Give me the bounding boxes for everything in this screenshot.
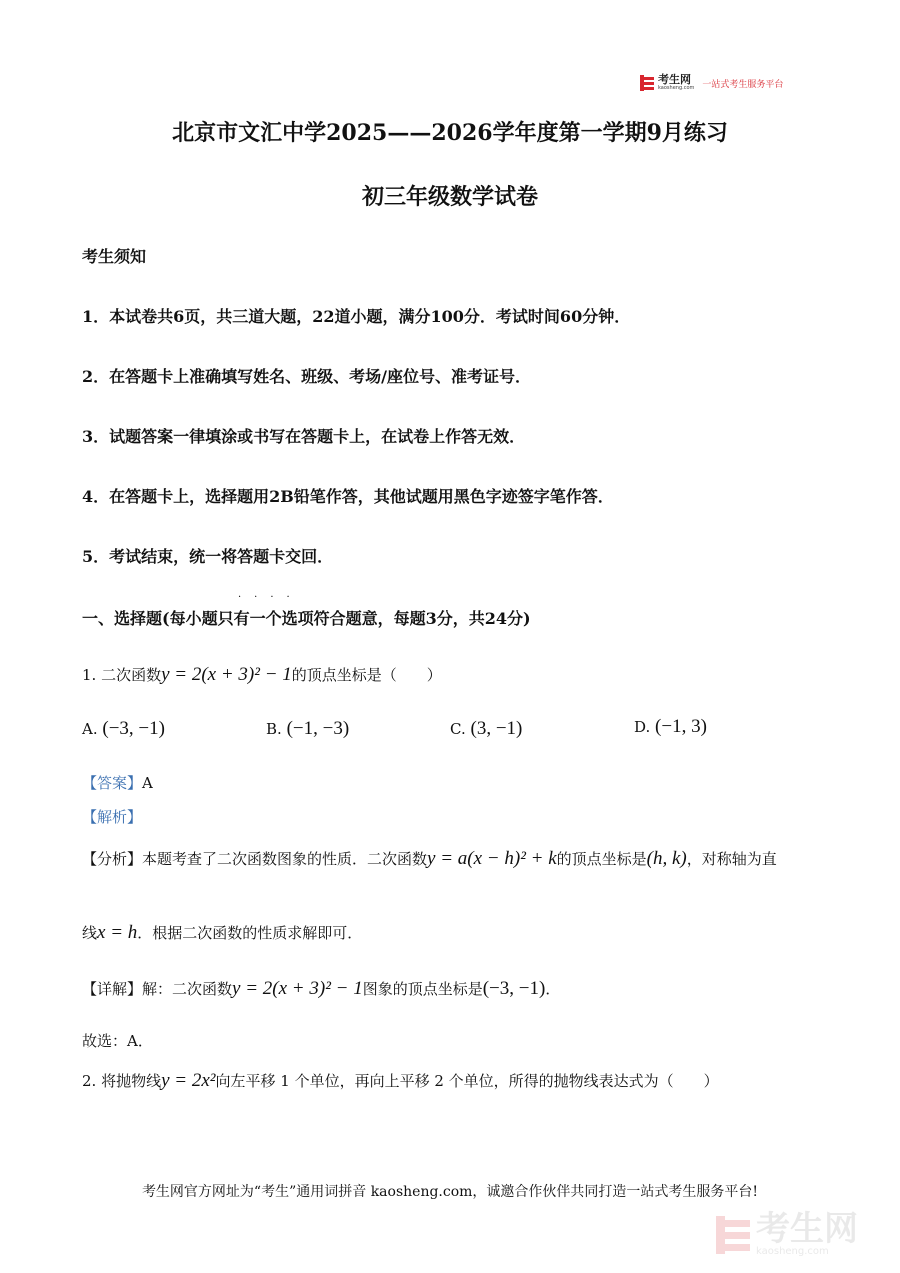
page-title: 北京市文汇中学2025——2026学年度第一学期9月练习 [172,120,728,146]
watermark-logo-icon [716,1216,750,1254]
detail-text: ． [545,980,561,998]
footer-text: 考生网官方网址为“考生”通用词拼音 kaosheng.com，诚邀合作伙伴共同打造一站式考生服务平台! [141,1184,759,1200]
analysis-tag: 【解析】 [82,808,143,826]
option-value: (−1, 3) [655,716,707,737]
logo-slogan: 一站式考生服务平台 [702,79,784,90]
analysis-line-2 [82,922,362,944]
answer-value: A [142,774,153,792]
question-prefix: 1. 二次函数 [82,666,162,684]
question-suffix: 向左平移 1 个单位，再向上平移 2 个单位，所得的抛物线表达式为（ ） [215,1072,719,1090]
option-b [266,718,349,740]
question-1 [82,664,442,686]
watermark-name: 考生网 [756,1209,858,1249]
option-label: C. [450,720,466,738]
analysis-line-1 [82,848,777,870]
notice-item: 5．考试结束，统一将答题卡交回． [82,547,334,566]
math-formula: y = a(x − h)² + k [427,848,557,869]
option-c [450,718,522,740]
option-label: B. [266,720,282,738]
notice-heading: 考生须知 [82,247,147,266]
detail-text: 图象的顶点坐标是 [362,980,483,998]
option-a [82,718,165,740]
math-formula: (h, k) [646,848,687,869]
choose-line: 故选：A． [82,1032,153,1050]
question-prefix: 2. 将抛物线 [82,1072,162,1090]
question-suffix: 的顶点坐标是（ ） [291,666,442,684]
analysis-text: 的顶点坐标是 [556,850,647,868]
option-label: A. [82,720,98,738]
option-value: (−3, −1) [102,718,165,739]
watermark-domain: kaosheng.com [756,1246,829,1257]
answer-tag: 【答案】 [82,774,143,792]
header-logo [640,73,783,93]
math-formula: y = 2(x + 3)² − 1 [161,664,292,685]
detail-line [82,978,560,1000]
answer-line [82,772,153,793]
notice-item: 4．在答题卡上，选择题用2B铅笔作答，其他试题用黑色字迹签字笔作答． [82,487,614,506]
option-d [634,716,707,738]
analysis-text: ．根据二次函数的性质求解即可． [137,924,363,942]
detail-text: 解：二次函数 [142,980,233,998]
section-heading: 一、选择题(每小题只有一个选项符合题意，每题3分，共24分) [82,609,531,628]
math-formula: y = 2x² [161,1070,216,1091]
option-label: D. [634,718,651,736]
logo-icon [640,75,654,91]
notice-item: 2．在答题卡上准确填写姓名、班级、考场/座位号、准考证号． [82,367,531,386]
analysis-text: 本题考查了二次函数图象的性质．二次函数 [142,850,428,868]
logo-domain: kaosheng.com [658,85,695,91]
notice-item: 1．本试卷共6页，共三道大题，22道小题，满分100分．考试时间60分钟． [82,307,631,326]
fenxi-tag: 【分析】 [82,850,143,868]
page-subtitle: 初三年级数学试卷 [361,184,538,210]
analysis-text: 线 [82,924,98,942]
notice-item: 3．试题答案一律填涂或书写在答题卡上，在试卷上作答无效． [82,427,526,446]
detail-tag: 【详解】 [82,980,143,998]
emphasis-dots: ···· [238,592,303,603]
logo-name: 考生网 [658,73,691,86]
analysis-text: ，对称轴为直 [686,850,777,868]
math-formula: x = h [97,922,138,943]
math-formula: y = 2(x + 3)² − 1 [232,978,363,999]
option-value: (−1, −3) [286,718,350,739]
question-2 [82,1070,719,1092]
math-formula: (−3, −1) [482,978,546,999]
watermark [716,1209,858,1257]
option-value: (3, −1) [470,718,523,739]
